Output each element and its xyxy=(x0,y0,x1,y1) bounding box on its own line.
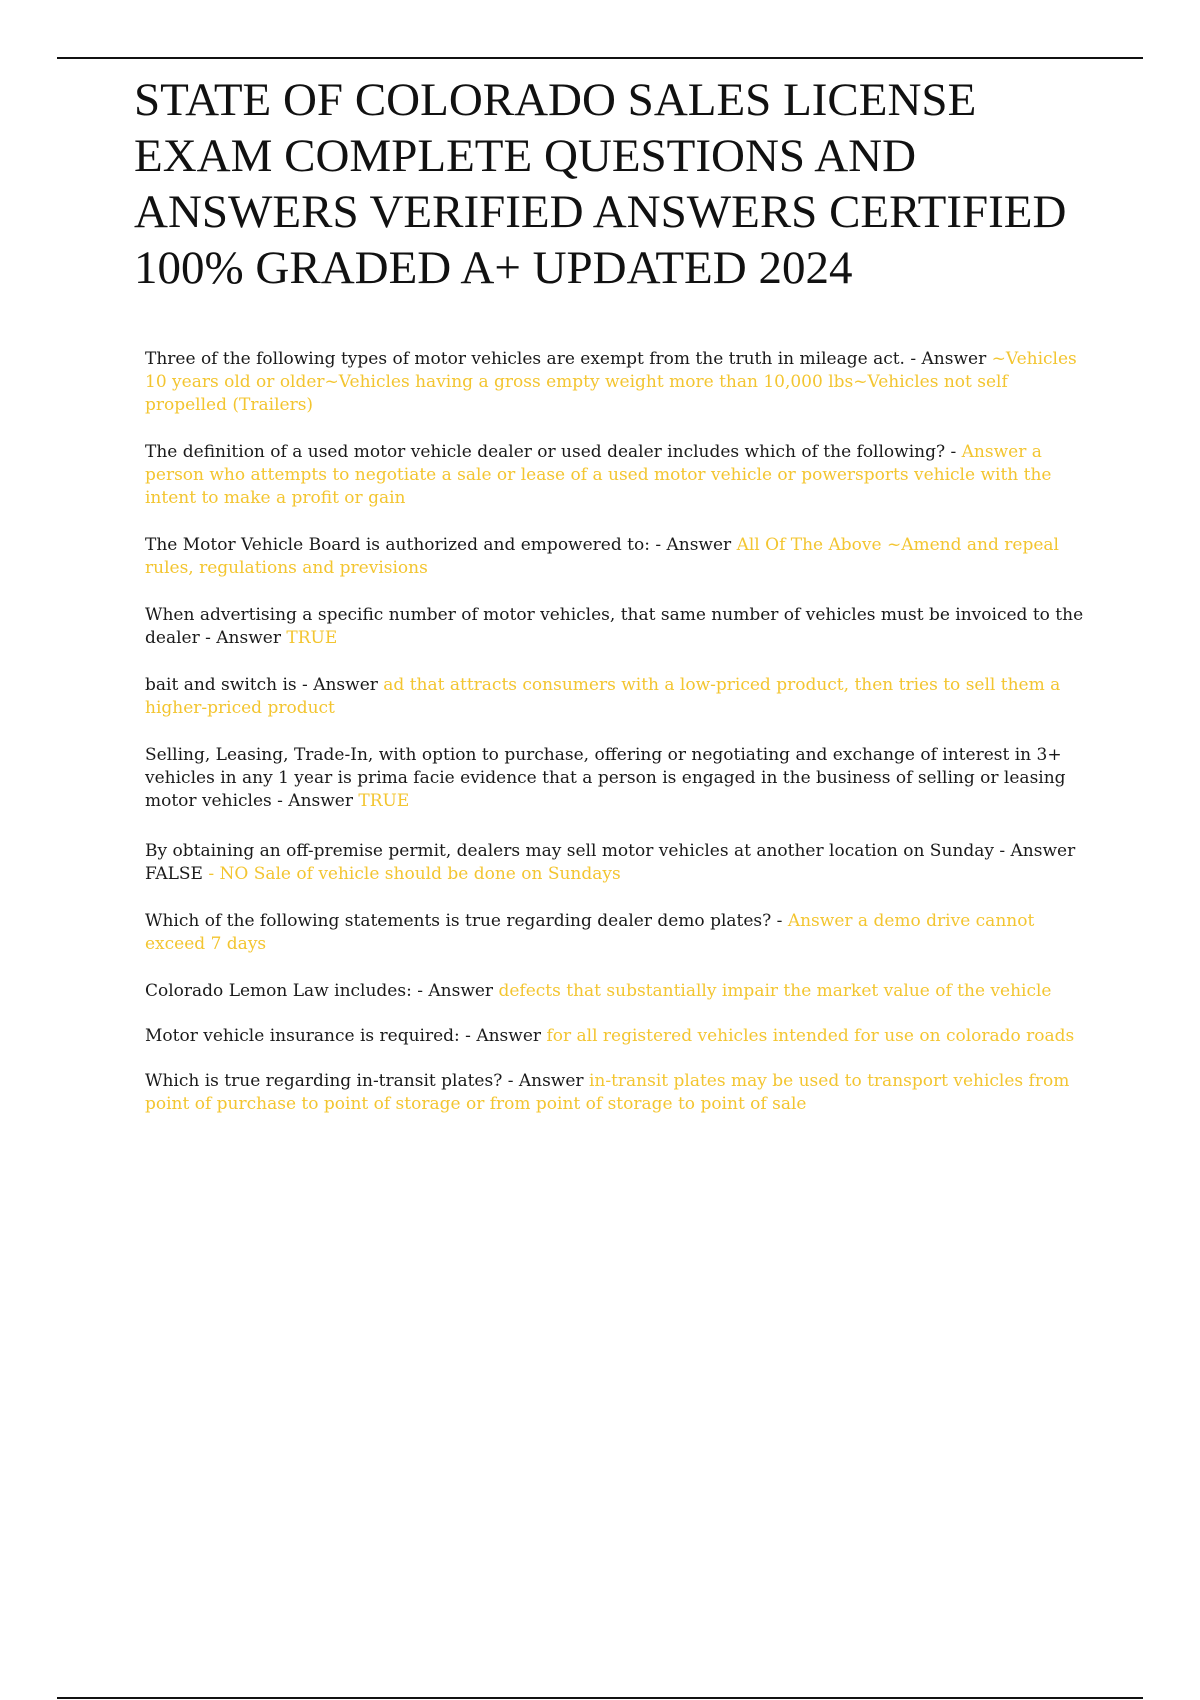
qa-item xyxy=(145,604,1095,650)
qa-item xyxy=(145,840,1095,886)
qa-item xyxy=(145,1025,1095,1048)
question-text: Which is true regarding in-transit plates? - Answer xyxy=(145,1071,589,1091)
answer-text: ~Vehicles 10 years old or older~Vehicles having a gross empty weight more than 10,000 lbs~Vehicles not self propelled (Trailers) xyxy=(145,349,1077,415)
question-text: Colorado Lemon Law includes: - Answer xyxy=(145,981,499,1001)
document-title: STATE OF COLORADO SALES LICENSE EXAM COMPLETE QUESTIONS AND ANSWERS VERIFIED ANSWERS CERTIFIED 100% GRADED A+ UPDATED 2024 xyxy=(134,74,1067,294)
question-text: Which of the following statements is true regarding dealer demo plates? - xyxy=(145,911,788,931)
question-text: Motor vehicle insurance is required: - Answer xyxy=(145,1026,547,1046)
qa-item xyxy=(145,980,1095,1003)
question-text: bait and switch is - Answer xyxy=(145,675,384,695)
question-text: The definition of a used motor vehicle dealer or used dealer includes which of the following? - xyxy=(145,442,962,462)
qa-list xyxy=(145,348,1095,1116)
question-text: By obtaining an off-premise permit, dealers may sell motor vehicles at another location on Sunday - Answer FALSE xyxy=(145,841,1076,884)
question-text: When advertising a specific number of motor vehicles, that same number of vehicles must be invoiced to the dealer - Answer xyxy=(145,605,1084,648)
qa-item xyxy=(145,744,1095,813)
question-text: The Motor Vehicle Board is authorized and empowered to: - Answer xyxy=(145,535,737,555)
answer-text: Answer a person who attempts to negotiate a sale or lease of a used motor vehicle or powersports vehicle with the intent to make a profit or gain xyxy=(145,442,1052,508)
qa-item xyxy=(145,441,1095,510)
qa-item xyxy=(145,1070,1095,1116)
answer-text: in-transit plates may be used to transport vehicles from point of purchase to point of storage or from point of storage to point of sale xyxy=(145,1071,1070,1114)
top-rule xyxy=(57,57,1143,59)
answer-text: ad that attracts consumers with a low-priced product, then tries to sell them a higher-priced product xyxy=(145,675,1061,718)
qa-item xyxy=(145,534,1095,580)
qa-item xyxy=(145,674,1095,720)
question-text: Three of the following types of motor vehicles are exempt from the truth in mileage act. - Answer xyxy=(145,349,992,369)
answer-text: TRUE xyxy=(358,791,410,811)
answer-text: TRUE xyxy=(286,628,338,648)
answer-text: All Of The Above ~Amend and repeal rules, regulations and previsions xyxy=(145,535,1059,578)
answer-text: for all registered vehicles intended for use on colorado roads xyxy=(546,1026,1075,1046)
bottom-rule xyxy=(57,1697,1143,1699)
question-text: Selling, Leasing, Trade-In, with option to purchase, offering or negotiating and exchange of interest in 3+ vehicles in any 1 year is prima facie evidence that a person is engaged in the business of selling or leasing motor vehicles - Answer xyxy=(145,745,1066,811)
answer-text: - NO Sale of vehicle should be done on Sundays xyxy=(208,864,621,884)
qa-item xyxy=(145,348,1095,417)
answer-text: defects that substantially impair the market value of the vehicle xyxy=(498,981,1052,1001)
answer-text: Answer a demo drive cannot exceed 7 days xyxy=(145,911,1035,954)
qa-item xyxy=(145,910,1095,956)
